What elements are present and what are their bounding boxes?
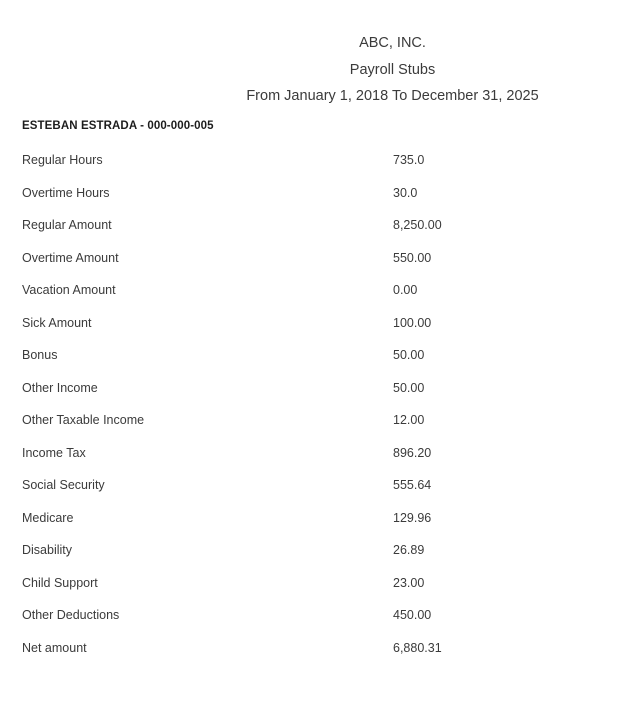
line-item-value: 896.20 <box>393 445 432 460</box>
line-item-value: 0.00 <box>393 283 418 297</box>
line-item-label: Regular Amount <box>22 218 112 232</box>
payroll-line-item-row <box>0 575 627 608</box>
line-item-value: 450.00 <box>393 608 432 622</box>
payroll-line-item-row <box>0 250 627 283</box>
company-name: ABC, INC. <box>359 35 426 51</box>
line-item-label: Other Taxable Income <box>22 413 145 427</box>
payroll-line-item-row <box>0 217 627 250</box>
line-item-label: Medicare <box>22 510 74 525</box>
payroll-line-item-row <box>0 607 627 640</box>
payroll-line-item-row <box>0 152 627 185</box>
payroll-line-item-list <box>0 152 627 672</box>
payroll-line-item-row <box>0 412 627 445</box>
line-item-value: 100.00 <box>393 315 432 330</box>
report-heading-block <box>0 30 627 110</box>
line-item-label: Other Deductions <box>22 608 120 622</box>
payroll-line-item-row <box>0 185 627 218</box>
line-item-value: 23.00 <box>393 575 425 590</box>
line-item-label: Social Security <box>22 478 105 492</box>
line-item-value: 6,880.31 <box>393 640 442 655</box>
line-item-value: 8,250.00 <box>393 218 442 232</box>
line-item-value: 50.00 <box>393 348 425 362</box>
line-item-label: Overtime Amount <box>22 250 119 265</box>
payroll-line-item-row <box>0 282 627 315</box>
line-item-label: Vacation Amount <box>22 283 116 297</box>
line-item-label: Bonus <box>22 348 58 362</box>
line-item-label: Sick Amount <box>22 315 92 330</box>
payroll-line-item-row <box>0 477 627 510</box>
line-item-value: 129.96 <box>393 510 432 525</box>
line-item-value: 26.89 <box>393 543 425 557</box>
line-item-value: 12.00 <box>393 413 425 427</box>
line-item-label: Net amount <box>22 640 87 655</box>
line-item-value: 550.00 <box>393 250 432 265</box>
line-item-label: Other Income <box>22 380 98 395</box>
employee-header: ESTEBAN ESTRADA - 000-000-005 <box>22 120 214 132</box>
line-item-value: 555.64 <box>393 478 432 492</box>
payroll-line-item-row <box>0 347 627 380</box>
report-date-range: From January 1, 2018 To December 31, 2025 <box>246 88 539 104</box>
line-item-label: Overtime Hours <box>22 185 110 200</box>
line-item-value: 30.0 <box>393 185 418 200</box>
payroll-line-item-row <box>0 380 627 413</box>
payroll-line-item-row <box>0 315 627 348</box>
line-item-value: 50.00 <box>393 380 425 395</box>
line-item-label: Regular Hours <box>22 153 103 167</box>
line-item-value: 735.0 <box>393 153 425 167</box>
line-item-label: Disability <box>22 543 73 557</box>
line-item-label: Income Tax <box>22 445 86 460</box>
payroll-line-item-row <box>0 542 627 575</box>
report-title: Payroll Stubs <box>349 61 436 78</box>
line-item-label: Child Support <box>22 575 98 590</box>
payroll-line-item-row <box>0 510 627 543</box>
payroll-line-item-row <box>0 640 627 673</box>
payroll-line-item-row <box>0 445 627 478</box>
